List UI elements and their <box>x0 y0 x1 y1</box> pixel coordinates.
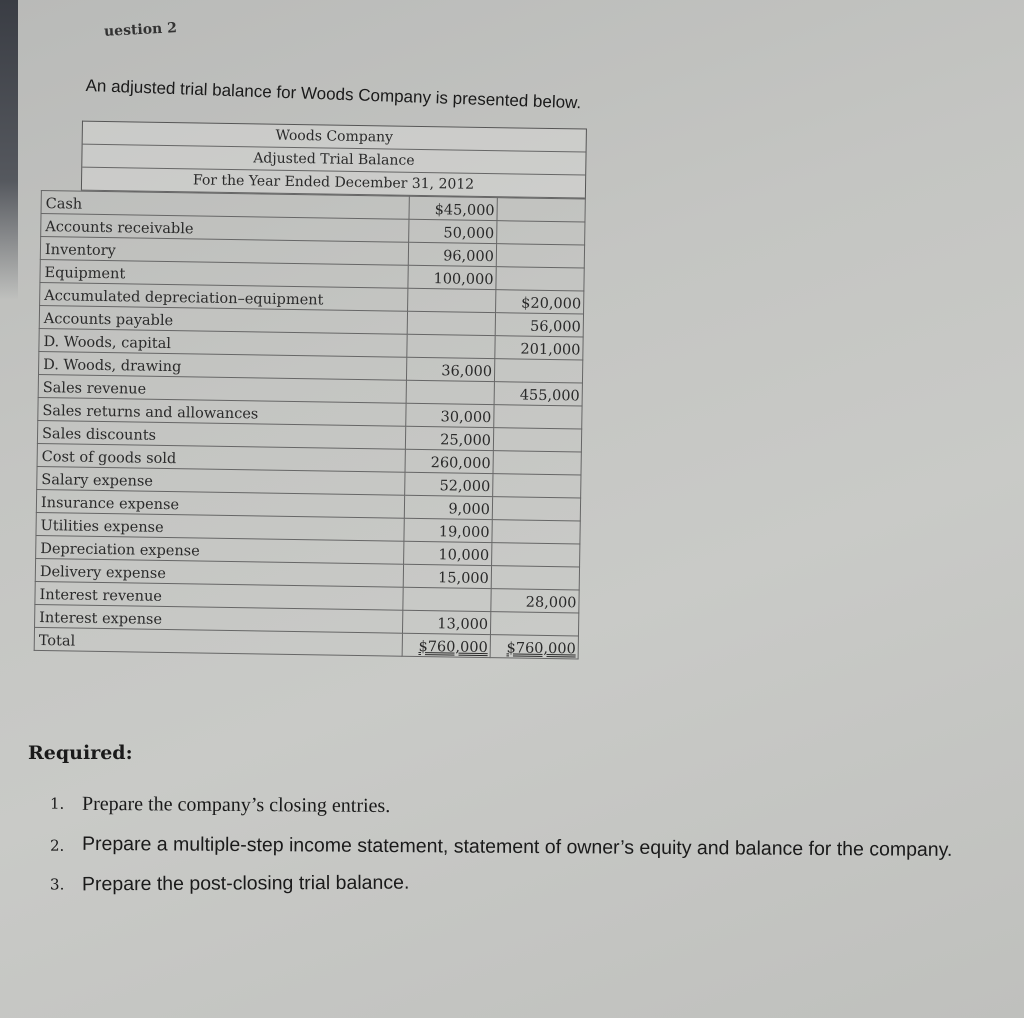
statement-period: For the Year Ended December 31, 2012 <box>82 168 585 199</box>
account-name: Delivery expense <box>35 558 403 587</box>
account-name: Total <box>34 627 402 656</box>
item-number: 2. <box>49 836 65 855</box>
credit-amount <box>493 451 581 475</box>
required-item <box>44 793 1019 823</box>
debit-amount: 13,000 <box>402 610 490 634</box>
credit-amount <box>496 244 584 268</box>
debit-amount: 100,000 <box>408 265 496 289</box>
debit-amount <box>407 334 495 358</box>
credit-amount <box>494 359 582 383</box>
account-name: Sales discounts <box>37 420 405 449</box>
credit-amount <box>492 520 580 544</box>
credit-amount <box>494 405 582 429</box>
debit-amount: 30,000 <box>406 403 494 427</box>
debit-amount: $760,000 <box>402 633 490 657</box>
account-name: Insurance expense <box>36 489 404 518</box>
credit-amount <box>490 612 578 636</box>
debit-amount: 10,000 <box>404 541 492 565</box>
account-name: Accounts receivable <box>41 213 409 242</box>
debit-amount: 25,000 <box>405 426 493 450</box>
statement-title: Adjusted Trial Balance <box>82 145 585 176</box>
debit-amount <box>408 288 496 312</box>
item-text: Prepare a multiple-step income statement, statement of owner’s equity and balance for the company. <box>81 832 953 861</box>
debit-amount: 19,000 <box>404 518 492 542</box>
item-text: Prepare the company’s closing entries. <box>81 792 391 818</box>
debit-amount: 260,000 <box>405 449 493 473</box>
account-name: Salary expense <box>37 466 405 495</box>
debit-amount: 52,000 <box>405 472 493 496</box>
debit-amount: 36,000 <box>406 357 494 381</box>
item-text: Prepare the post-closing trial balance. <box>81 871 410 896</box>
account-name: Interest expense <box>35 604 403 633</box>
debit-amount: $45,000 <box>409 196 497 220</box>
required-item <box>44 828 1019 867</box>
item-number: 3. <box>49 875 65 894</box>
trial-balance <box>34 120 587 659</box>
credit-amount: $20,000 <box>495 290 583 314</box>
credit-amount <box>493 474 581 498</box>
question-heading: uestion 2 <box>103 20 178 40</box>
account-name: Accumulated depreciation–equipment <box>40 282 408 311</box>
account-name: Sales returns and allowances <box>38 397 406 426</box>
debit-amount: 50,000 <box>409 219 497 243</box>
account-name: Interest revenue <box>35 581 403 610</box>
account-name: Accounts payable <box>39 305 407 334</box>
account-name: D. Woods, capital <box>39 328 407 357</box>
debit-amount: 15,000 <box>403 564 491 588</box>
trial-balance-header <box>81 121 587 199</box>
item-number: 1. <box>49 794 65 813</box>
credit-amount <box>497 221 585 245</box>
company-name: Woods Company <box>83 122 586 153</box>
account-name: Cash <box>41 190 409 219</box>
account-name: Sales revenue <box>38 374 406 403</box>
credit-amount: 455,000 <box>494 382 582 406</box>
debit-amount <box>406 380 494 404</box>
intro-text: An adjusted trial balance for Woods Company is presented below. <box>85 76 582 113</box>
credit-amount <box>492 497 580 521</box>
credit-amount <box>491 566 579 590</box>
account-name: Cost of goods sold <box>37 443 405 472</box>
credit-amount: 56,000 <box>495 313 583 337</box>
account-name: Equipment <box>40 259 408 288</box>
required-item <box>44 868 1019 896</box>
debit-amount <box>407 311 495 335</box>
background-edge <box>0 0 18 300</box>
credit-amount <box>496 267 584 291</box>
credit-amount <box>497 198 585 222</box>
credit-amount <box>493 428 581 452</box>
credit-amount: $760,000 <box>490 635 578 659</box>
required-list <box>44 792 1019 896</box>
debit-amount: 96,000 <box>408 242 496 266</box>
debit-amount <box>403 587 491 611</box>
account-name: Utilities expense <box>36 512 404 541</box>
required-label: Required: <box>28 742 133 764</box>
credit-amount <box>492 543 580 567</box>
account-name: Depreciation expense <box>36 535 404 564</box>
debit-amount: 9,000 <box>404 495 492 519</box>
account-name: Inventory <box>40 236 408 265</box>
trial-balance-table <box>34 190 586 660</box>
credit-amount: 201,000 <box>495 336 583 360</box>
credit-amount: 28,000 <box>491 589 579 613</box>
account-name: D. Woods, drawing <box>39 351 407 380</box>
